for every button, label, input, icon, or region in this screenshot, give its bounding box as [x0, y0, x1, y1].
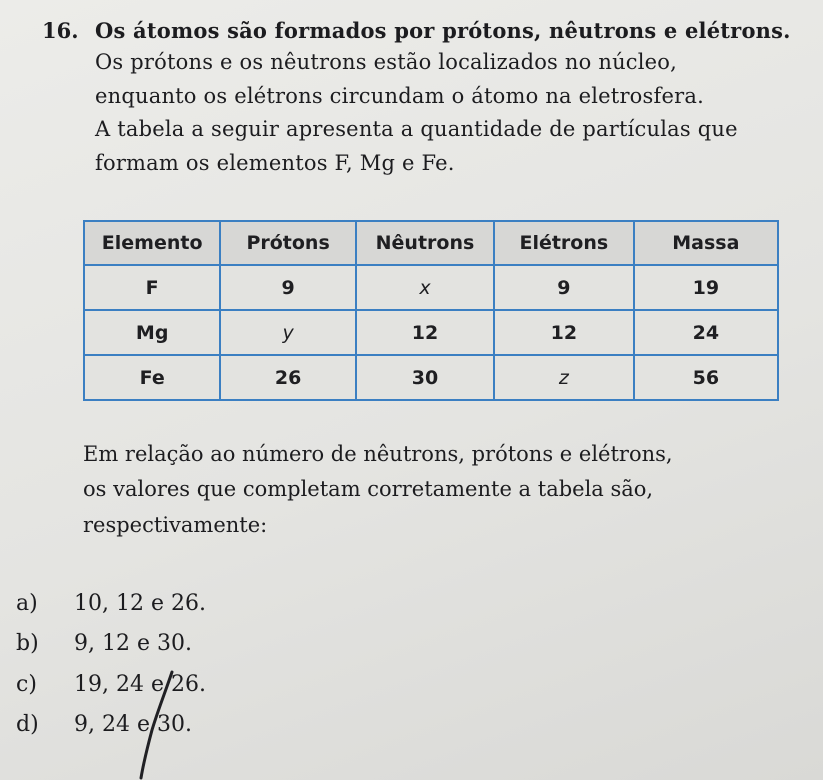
table-cell: F	[84, 265, 220, 310]
question-line-3: enquanto os elétrons circundam o átomo na eletrosfera.	[95, 84, 704, 108]
table-cell: 12	[356, 310, 494, 355]
question-line-5: formam os elementos F, Mg e Fe.	[95, 151, 455, 175]
header-elemento: Elemento	[84, 221, 220, 265]
table-cell: 19	[634, 265, 778, 310]
table-cell-unknown: z	[494, 355, 634, 400]
table-cell: 12	[494, 310, 634, 355]
table-cell: 9	[494, 265, 634, 310]
option-d-text: 9, 24 e 30.	[74, 712, 192, 737]
prompt-line-3: respectivamente:	[83, 513, 268, 537]
header-massa: Massa	[634, 221, 778, 265]
question-number: 16.	[42, 18, 79, 43]
table-cell: Fe	[84, 355, 220, 400]
table-cell: Mg	[84, 310, 220, 355]
table-cell-unknown: y	[220, 310, 356, 355]
header-neutrons: Nêutrons	[356, 221, 494, 265]
option-d-letter: d)	[16, 712, 39, 737]
option-c-text: 19, 24 e 26.	[74, 672, 206, 697]
header-protons: Prótons	[220, 221, 356, 265]
option-a-letter: a)	[16, 591, 38, 616]
option-b-text: 9, 12 e 30.	[74, 631, 192, 656]
table-cell: 56	[634, 355, 778, 400]
table-cell-unknown: x	[356, 265, 494, 310]
option-c-letter: c)	[16, 672, 37, 697]
question-line-4: A tabela a seguir apresenta a quantidade de partículas que	[95, 117, 738, 141]
table-cell: 30	[356, 355, 494, 400]
table-cell: 26	[220, 355, 356, 400]
question-line-2: Os prótons e os nêutrons estão localizados no núcleo,	[95, 50, 678, 74]
prompt-line-2: os valores que completam corretamente a tabela são,	[83, 477, 654, 501]
table-cell: 9	[220, 265, 356, 310]
question-line-1: Os átomos são formados por prótons, nêutrons e elétrons.	[95, 18, 791, 43]
option-b-letter: b)	[16, 631, 39, 656]
table-cell: 24	[634, 310, 778, 355]
prompt-line-1: Em relação ao número de nêutrons, prótons e elétrons,	[83, 442, 673, 466]
header-eletrons: Elétrons	[494, 221, 634, 265]
option-a-text: 10, 12 e 26.	[74, 591, 206, 616]
